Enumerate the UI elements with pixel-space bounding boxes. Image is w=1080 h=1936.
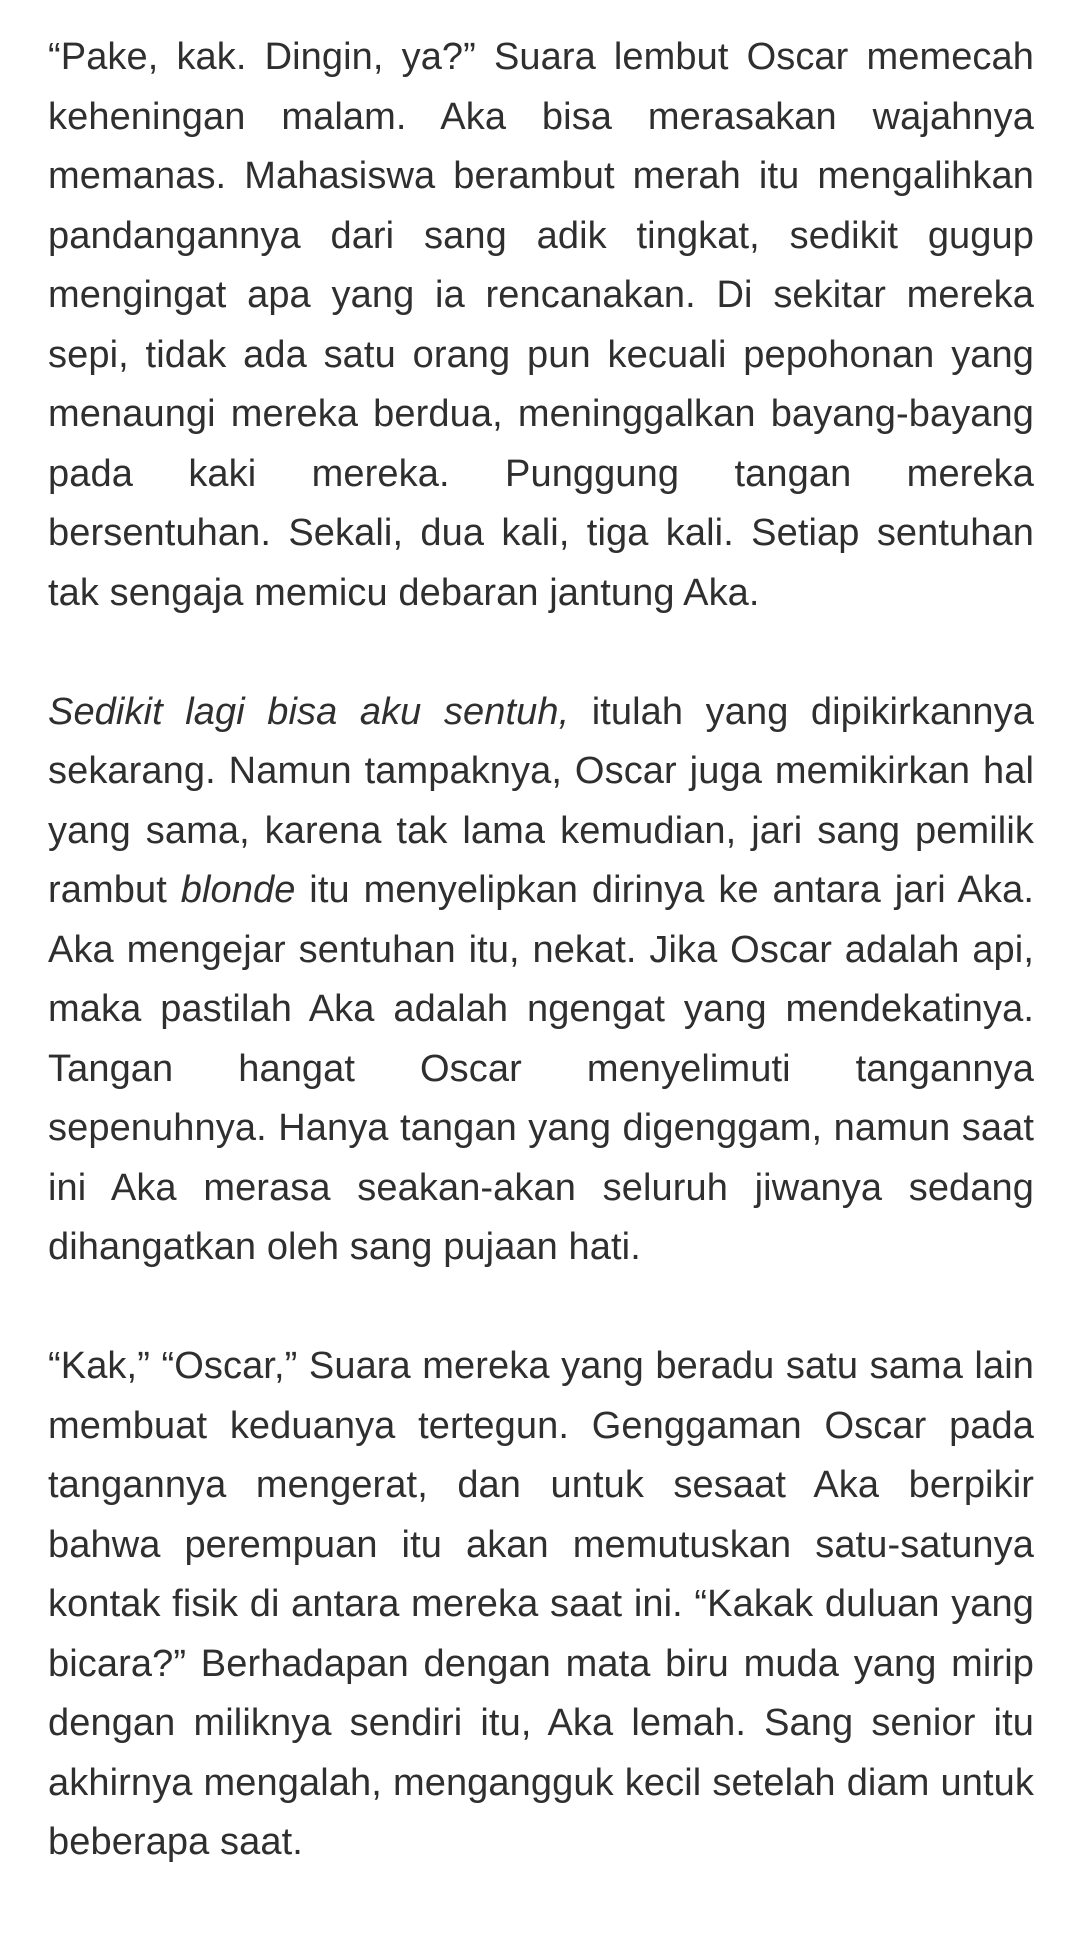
paragraph-2-text-b: itu menyelipkan dirinya ke antara jari Aka. Aka mengejar sentuhan itu, nekat. Jika Oscar adalah api, maka pastilah Aka adalah ngengat yang mendekatinya. Tangan hangat Oscar menyelimuti tangannya sepenuhnya. Hanya tangan yang digenggam, namun saat ini Aka merasa seakan-akan seluruh jiwanya sedang dihangatkan oleh sang pujaan hati. [48,869,1034,1268]
paragraph-1-text: “Pake, kak. Dingin, ya?” Suara lembut Oscar memecah keheningan malam. Aka bisa merasakan wajahnya memanas. Mahasiswa berambut merah itu mengalihkan pandangannya dari sang adik tingkat, sedikit gugup mengingat apa yang ia rencanakan. Di sekitar mereka sepi, tidak ada satu orang pun kecuali pepohonan yang menaungi mereka berdua, meninggalkan bayang-bayang pada kaki mereka. Punggung tangan mereka bersentuhan. Sekali, dua kali, tiga kali. Setiap sentuhan tak sengaja memicu debaran jantung Aka. [48,36,1034,614]
paragraph-3 [48,1337,1034,1873]
paragraph-1 [48,28,1034,623]
paragraph-3-text: “Kak,” “Oscar,” Suara mereka yang beradu satu sama lain membuat keduanya tertegun. Genggaman Oscar pada tangannya mengerat, dan untuk sesaat Aka berpikir bahwa perempuan itu akan memutuskan satu-satunya kontak fisik di antara mereka saat ini. “Kakak duluan yang bicara?” Berhadapan dengan mata biru muda yang mirip dengan miliknya sendiri itu, Aka lemah. Sang senior itu akhirnya mengalah, mengangguk kecil setelah diam untuk beberapa saat. [48,1345,1034,1863]
paragraph-2 [48,683,1034,1278]
paragraph-2-text-a: itulah yang dipikirkannya sekarang. Namun tampaknya, Oscar juga memikirkan hal yang sama, karena tak lama kemudian, jari sang pemilik rambut [48,690,1034,911]
paragraph-2-italic-word: blonde [180,869,296,911]
story-text [48,28,1034,1873]
paragraph-2-italic-thought: Sedikit lagi bisa aku sentuh, [48,690,570,733]
